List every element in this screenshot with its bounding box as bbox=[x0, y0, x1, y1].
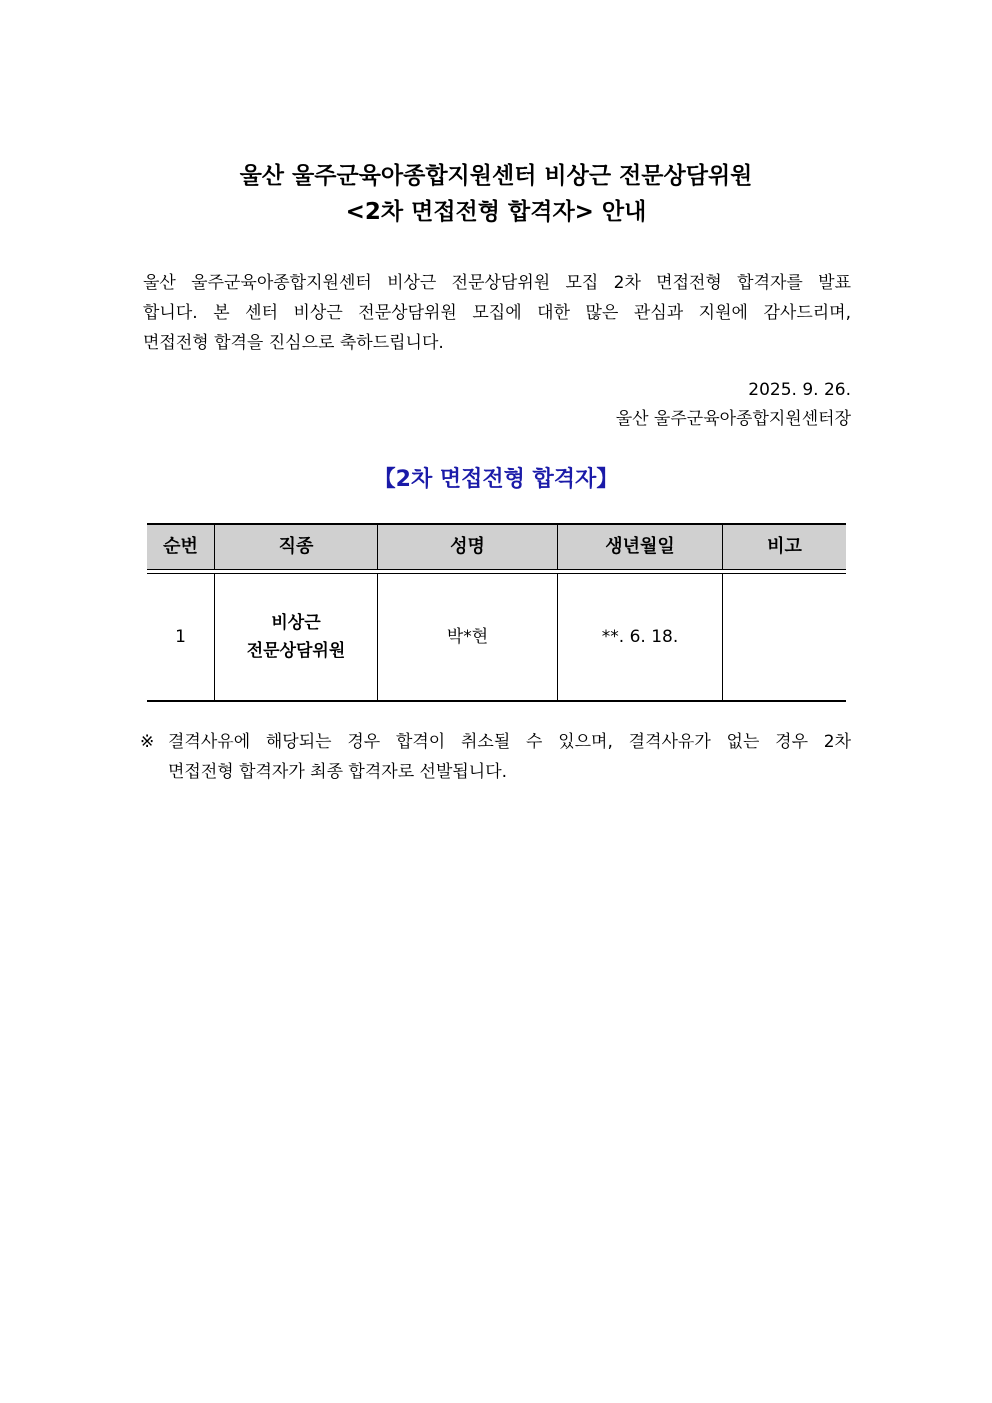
page-title: 울산 울주군육아종합지원센터 비상근 전문상담위원 bbox=[239, 163, 753, 189]
column-header-job: 직종 bbox=[215, 525, 378, 569]
signature: 울산 울주군육아종합지원센터장 bbox=[615, 409, 851, 429]
cell-job bbox=[215, 574, 378, 700]
intro-line: 합니다. 본 센터 비상근 전문상담위원 모집에 대한 많은 관심과 지원에 감사드리며, bbox=[143, 303, 851, 323]
table-row bbox=[147, 574, 846, 702]
announcement-date: 2025. 9. 26. bbox=[748, 380, 851, 400]
page-subtitle: <2차 면접전형 합격자> 안내 bbox=[345, 199, 647, 225]
footnote-line: 결격사유에 해당되는 경우 합격이 취소될 수 있으며, 결격사유가 없는 경우 2차 bbox=[168, 732, 851, 752]
intro-line: 면접전형 합격을 진심으로 축하드립니다. bbox=[143, 333, 444, 353]
results-table bbox=[147, 523, 846, 702]
cell-remark bbox=[723, 574, 846, 700]
cell-job-line: 전문상담위원 bbox=[246, 641, 346, 661]
section-title: 【2차 면접전형 합격자】 bbox=[373, 467, 619, 492]
intro-line: 울산 울주군육아종합지원센터 비상근 전문상담위원 모집 2차 면접전형 합격자를 발표 bbox=[143, 273, 851, 293]
cell-job-line: 비상근 bbox=[271, 613, 321, 633]
column-header-birth: 생년월일 bbox=[558, 525, 723, 569]
cell-birth: **. 6. 18. bbox=[558, 574, 723, 700]
column-header-name: 성명 bbox=[378, 525, 558, 569]
cell-name: 박*현 bbox=[378, 574, 558, 700]
intro-paragraph bbox=[143, 268, 851, 358]
reference-mark-icon: ※ bbox=[140, 732, 155, 752]
table-header-row bbox=[147, 523, 846, 569]
column-header-no: 순번 bbox=[147, 525, 215, 569]
column-header-remark: 비고 bbox=[767, 536, 802, 557]
footnote-line: 면접전형 합격자가 최종 합격자로 선발됩니다. bbox=[168, 762, 508, 782]
cell-no: 1 bbox=[147, 574, 215, 700]
